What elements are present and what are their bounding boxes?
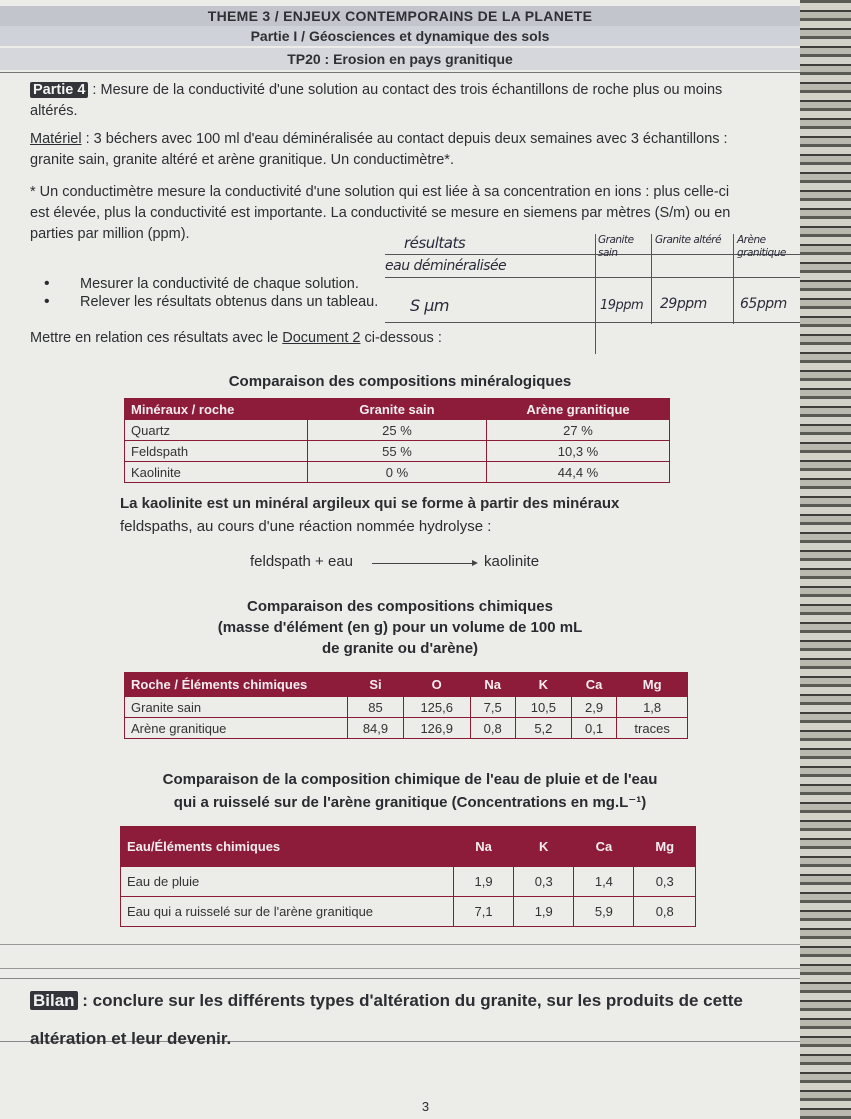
hand-granite-altere: Granite altéré bbox=[655, 234, 722, 246]
table-cell: Arène granitique bbox=[125, 718, 348, 739]
table1-header: Granite sain bbox=[308, 399, 487, 420]
mettre-en-relation bbox=[30, 328, 442, 349]
materiel-line2: granite sain, granite altéré et arène granitique. Un conductimètre*. bbox=[30, 152, 454, 168]
hand-col-1 bbox=[595, 234, 596, 354]
hand-resultats: résultats bbox=[404, 234, 466, 252]
hand-col-2 bbox=[651, 234, 652, 324]
hand-eau: eau déminéralisée bbox=[385, 258, 507, 274]
table2-caption-1: Comparaison des compositions chimiques bbox=[247, 598, 553, 615]
table1-caption: Comparaison des compositions minéralogiques bbox=[228, 373, 572, 390]
table-cell: Eau de pluie bbox=[121, 867, 454, 897]
partie4-intro bbox=[30, 80, 790, 101]
table-cell: Eau qui a ruisselé sur de l'arène granitique bbox=[121, 897, 454, 927]
table-cell: 2,9 bbox=[571, 697, 616, 718]
bullet-record: • Relever les résultats obtenus dans un tableau. bbox=[80, 292, 378, 312]
table1-header-row bbox=[125, 399, 670, 420]
bullet-measure: • Mesurer la conductivité de chaque solution. bbox=[80, 274, 359, 294]
table3-header: K bbox=[514, 827, 574, 867]
page-edge-binding bbox=[800, 0, 851, 1119]
note-line2: est élevée, plus la conductivité est importante. La conductivité se mesure en siemens par mètres (S/m) ou en bbox=[30, 205, 731, 221]
table-row bbox=[121, 867, 696, 897]
note-line3: parties par million (ppm). bbox=[30, 226, 190, 242]
table3-caption-1: Comparaison de la composition chimique de l'eau de pluie et de l'eau bbox=[162, 771, 658, 788]
hand-line-3 bbox=[385, 322, 800, 323]
table-cell: 7,1 bbox=[454, 897, 514, 927]
table-cell: 0,8 bbox=[634, 897, 696, 927]
partie4-line2: altérés. bbox=[30, 103, 78, 119]
bilan-line1-wrap bbox=[30, 990, 800, 1012]
partie-title: Partie I / Géosciences et dynamique des sols bbox=[0, 26, 800, 46]
table-cell: 0,3 bbox=[514, 867, 574, 897]
table-row bbox=[125, 718, 688, 739]
table-cell: 0 % bbox=[308, 462, 487, 483]
table-cell: 125,6 bbox=[403, 697, 470, 718]
table-cell: 0,8 bbox=[470, 718, 515, 739]
table-cell: 27 % bbox=[487, 420, 670, 441]
table-cell: traces bbox=[617, 718, 688, 739]
hand-value-arene: 65ppm bbox=[740, 296, 787, 312]
table2-header: Ca bbox=[571, 673, 616, 697]
mettre-post: ci-dessous : bbox=[360, 330, 442, 346]
table3-header: Na bbox=[454, 827, 514, 867]
materiel-label: Matériel bbox=[30, 131, 82, 147]
table2-header: Mg bbox=[617, 673, 688, 697]
table-row bbox=[125, 697, 688, 718]
hand-value-sain: 19ppm bbox=[600, 298, 644, 313]
table-cell: Granite sain bbox=[125, 697, 348, 718]
table-row bbox=[125, 462, 670, 483]
table-cell: 0,1 bbox=[571, 718, 616, 739]
table-cell: 84,9 bbox=[348, 718, 404, 739]
document-2-link: Document 2 bbox=[282, 330, 361, 346]
water-composition-table bbox=[120, 826, 696, 927]
hand-arene: Arène granitique bbox=[737, 234, 786, 259]
table-cell: 1,4 bbox=[574, 867, 634, 897]
bilan-line2: altération et leur devenir. bbox=[30, 1029, 232, 1048]
table-cell: 44,4 % bbox=[487, 462, 670, 483]
table1-header: Minéraux / roche bbox=[125, 399, 308, 420]
bilan-tag: Bilan bbox=[30, 991, 78, 1010]
table-row bbox=[125, 420, 670, 441]
table2-header: Si bbox=[348, 673, 404, 697]
kaolinite-line1: La kaolinite est un minéral argileux qui se forme à partir des minéraux bbox=[120, 495, 620, 512]
materiel-line1: : 3 béchers avec 100 ml d'eau déminéralisée au contact depuis deux semaines avec 3 échantillons : bbox=[81, 131, 728, 147]
materiel-paragraph bbox=[30, 129, 800, 150]
reaction-arrow-icon bbox=[372, 563, 476, 564]
hand-line-2 bbox=[385, 277, 800, 278]
table2-caption-2: (masse d'élément (en g) pour un volume de 100 mL bbox=[217, 619, 583, 636]
table2-header: Na bbox=[470, 673, 515, 697]
table-cell: 7,5 bbox=[470, 697, 515, 718]
section-divider bbox=[0, 968, 800, 969]
theme-title: THEME 3 / ENJEUX CONTEMPORAINS DE LA PLANETE bbox=[0, 6, 800, 26]
table-cell: 85 bbox=[348, 697, 404, 718]
table-cell: 10,3 % bbox=[487, 441, 670, 462]
table-cell: 1,9 bbox=[514, 897, 574, 927]
table3-header: Eau/Éléments chimiques bbox=[121, 827, 454, 867]
chemical-composition-table bbox=[124, 672, 688, 739]
page-number: 3 bbox=[421, 1099, 430, 1114]
table-cell: 1,9 bbox=[454, 867, 514, 897]
partie4-line1: : Mesure de la conductivité d'une solution au contact des trois échantillons de roche plus ou moins bbox=[88, 82, 723, 98]
table2-caption-3: de granite ou d'arène) bbox=[321, 640, 479, 657]
table-cell: 126,9 bbox=[403, 718, 470, 739]
reaction-reactants: feldspath + eau bbox=[250, 553, 354, 570]
kaolinite-line2: feldspaths, au cours d'une réaction nommée hydrolyse : bbox=[120, 518, 492, 535]
hand-value-altere: 29ppm bbox=[660, 296, 707, 312]
tp-title: TP20 : Erosion en pays granitique bbox=[0, 48, 800, 70]
table-cell: 5,9 bbox=[574, 897, 634, 927]
bilan-line1: : conclure sur les différents types d'altération du granite, sur les produits de cette bbox=[77, 991, 743, 1010]
table3-header: Mg bbox=[634, 827, 696, 867]
table-cell: 25 % bbox=[308, 420, 487, 441]
table-cell: 0,3 bbox=[634, 867, 696, 897]
table2-header: K bbox=[515, 673, 571, 697]
table2-header: O bbox=[403, 673, 470, 697]
hand-granite-sain: Granite sain bbox=[598, 234, 634, 259]
hand-unit: S μm bbox=[410, 296, 450, 315]
table-row bbox=[121, 897, 696, 927]
table3-header-row bbox=[121, 827, 696, 867]
table3-header: Ca bbox=[574, 827, 634, 867]
header-divider bbox=[0, 72, 800, 73]
hand-col-3 bbox=[733, 234, 734, 324]
table-cell: Feldspath bbox=[125, 441, 308, 462]
table2-header-row bbox=[125, 673, 688, 697]
section-divider bbox=[0, 944, 800, 945]
table-cell: 10,5 bbox=[515, 697, 571, 718]
table-cell: 55 % bbox=[308, 441, 487, 462]
table-cell: 5,2 bbox=[515, 718, 571, 739]
mettre-pre: Mettre en relation ces résultats avec le bbox=[30, 330, 283, 346]
table-row bbox=[125, 441, 670, 462]
mineral-composition-table bbox=[124, 398, 670, 483]
partie4-tag: Partie 4 bbox=[30, 82, 88, 98]
table-cell: Quartz bbox=[125, 420, 308, 441]
table-cell: Kaolinite bbox=[125, 462, 308, 483]
note-line1: * Un conductimètre mesure la conductivité d'une solution qui est liée à sa concentration en ions : plus celle-ci bbox=[30, 184, 730, 200]
table-cell: 1,8 bbox=[617, 697, 688, 718]
reaction-product: kaolinite bbox=[484, 553, 540, 570]
table3-caption-2: qui a ruisselé sur de l'arène granitique (Concentrations en mg.L⁻¹) bbox=[173, 794, 647, 811]
table1-header: Arène granitique bbox=[487, 399, 670, 420]
table2-header: Roche / Éléments chimiques bbox=[125, 673, 348, 697]
